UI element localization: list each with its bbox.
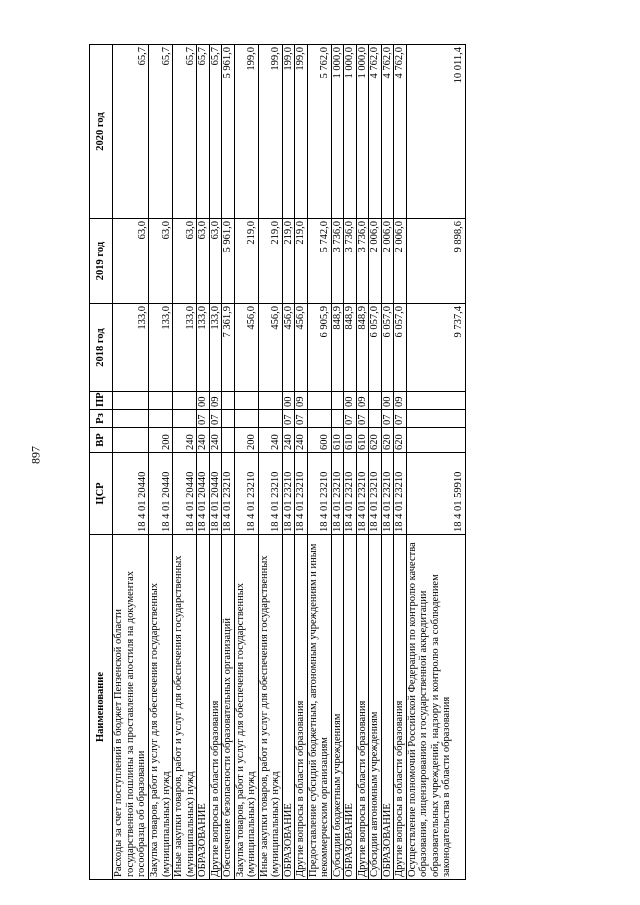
row-2018: 6 057,0 <box>369 304 382 392</box>
row-rz <box>258 410 282 428</box>
row-2018: 6 057,0 <box>394 304 407 392</box>
row-rz <box>406 410 465 428</box>
row-2018: 133,0 <box>197 304 210 392</box>
row-pr <box>406 392 465 410</box>
header-pr: ПР <box>90 392 113 410</box>
table-row <box>331 45 344 880</box>
row-2020: 10 011,4 <box>406 45 465 219</box>
row-pr <box>331 392 344 410</box>
row-vr: 620 <box>394 428 407 453</box>
row-vr: 200 <box>234 428 258 453</box>
row-2018: 848,9 <box>331 304 344 392</box>
row-2020: 1 000,0 <box>331 45 344 219</box>
row-pr: 09 <box>295 392 308 410</box>
table-row <box>406 45 465 880</box>
row-csr: 18 4 01 20440 <box>173 453 197 535</box>
row-pr <box>307 392 331 410</box>
row-rz <box>234 410 258 428</box>
header-rz: Рз <box>90 410 113 428</box>
row-2019: 9 898,6 <box>406 219 465 304</box>
row-csr: 18 4 01 20440 <box>149 453 173 535</box>
table-row <box>381 45 394 880</box>
row-2019: 219,0 <box>234 219 258 304</box>
row-2020: 65,7 <box>149 45 173 219</box>
row-2019: 63,0 <box>149 219 173 304</box>
row-vr: 610 <box>344 428 357 453</box>
table-row <box>356 45 369 880</box>
row-name: Осуществление полномочий Российской Федерации по контролю качества образования, лицензированию и государственной аккредитации образовательных учреждений, надзору и контролю за соблюдением законодательства в области образования <box>406 535 465 880</box>
row-name: Обеспечение безопасности образовательных организаций <box>222 535 235 880</box>
row-pr <box>113 392 149 410</box>
table-row <box>282 45 295 880</box>
row-2019: 3 736,0 <box>331 219 344 304</box>
row-vr: 240 <box>173 428 197 453</box>
row-2018: 456,0 <box>282 304 295 392</box>
row-csr: 18 4 01 23210 <box>258 453 282 535</box>
row-vr: 610 <box>331 428 344 453</box>
row-name: Расходы за счет поступлений в бюджет Пензенской области государственной пошлины за проставление апостиля на документах госообразца об образовании <box>113 535 149 880</box>
row-csr: 18 4 01 23210 <box>222 453 235 535</box>
row-rz <box>222 410 235 428</box>
row-csr: 18 4 01 20440 <box>113 453 149 535</box>
row-pr: 00 <box>197 392 210 410</box>
row-vr: 240 <box>258 428 282 453</box>
row-2018: 848,9 <box>344 304 357 392</box>
row-name: Другие вопросы в области образования <box>295 535 308 880</box>
table-row <box>258 45 282 880</box>
row-pr <box>234 392 258 410</box>
row-vr <box>406 428 465 453</box>
row-vr: 200 <box>149 428 173 453</box>
row-2019: 5 961,0 <box>222 219 235 304</box>
row-2019: 219,0 <box>258 219 282 304</box>
row-2020: 4 762,0 <box>369 45 382 219</box>
row-rz: 07 <box>197 410 210 428</box>
row-csr: 18 4 01 23210 <box>369 453 382 535</box>
row-vr: 240 <box>197 428 210 453</box>
row-2020: 5 961,0 <box>222 45 235 219</box>
row-2019: 219,0 <box>282 219 295 304</box>
row-2020: 65,7 <box>113 45 149 219</box>
row-rz <box>331 410 344 428</box>
row-pr: 09 <box>209 392 222 410</box>
row-name: Другие вопросы в области образования <box>356 535 369 880</box>
row-name: Субсидии автономным учреждениям <box>369 535 382 880</box>
table-row <box>369 45 382 880</box>
row-2020: 199,0 <box>258 45 282 219</box>
row-csr: 18 4 01 23210 <box>356 453 369 535</box>
row-vr: 610 <box>356 428 369 453</box>
row-pr: 00 <box>344 392 357 410</box>
table-row <box>222 45 235 880</box>
row-csr: 18 4 01 20440 <box>209 453 222 535</box>
row-2018: 133,0 <box>149 304 173 392</box>
row-vr: 600 <box>307 428 331 453</box>
row-2019: 63,0 <box>197 219 210 304</box>
row-2018: 133,0 <box>113 304 149 392</box>
row-2018: 133,0 <box>209 304 222 392</box>
row-2018: 456,0 <box>295 304 308 392</box>
row-name: Предоставление субсидий бюджетным, автономным учреждениям и иным некоммерческим организациям <box>307 535 331 880</box>
row-rz: 07 <box>394 410 407 428</box>
row-csr: 18 4 01 23210 <box>234 453 258 535</box>
row-rz <box>173 410 197 428</box>
row-pr: 09 <box>394 392 407 410</box>
row-2019: 219,0 <box>295 219 308 304</box>
row-2019: 3 736,0 <box>356 219 369 304</box>
row-csr: 18 4 01 23210 <box>307 453 331 535</box>
row-vr <box>222 428 235 453</box>
row-2019: 5 742,0 <box>307 219 331 304</box>
row-vr: 240 <box>209 428 222 453</box>
row-name: ОБРАЗОВАНИЕ <box>344 535 357 880</box>
row-name: ОБРАЗОВАНИЕ <box>197 535 210 880</box>
row-2018: 456,0 <box>234 304 258 392</box>
row-2020: 65,7 <box>209 45 222 219</box>
budget-table <box>89 44 466 880</box>
row-rz <box>369 410 382 428</box>
row-name: ОБРАЗОВАНИЕ <box>381 535 394 880</box>
row-name: Закупка товаров, работ и услуг для обеспечения государственных (муниципальных) нужд <box>149 535 173 880</box>
row-name: Иные закупки товаров, работ и услуг для обеспечения государственных (муниципальных) нужд <box>173 535 197 880</box>
row-csr: 18 4 01 23210 <box>331 453 344 535</box>
table-row <box>113 45 149 880</box>
row-2018: 7 361,9 <box>222 304 235 392</box>
row-2018: 133,0 <box>173 304 197 392</box>
table-row <box>295 45 308 880</box>
row-csr: 18 4 01 23210 <box>381 453 394 535</box>
page-number: 897 <box>28 446 43 464</box>
table-row <box>173 45 197 880</box>
row-pr <box>369 392 382 410</box>
header-2020: 2020 год <box>90 45 113 219</box>
row-2019: 63,0 <box>173 219 197 304</box>
row-2018: 6 057,0 <box>381 304 394 392</box>
row-vr: 240 <box>282 428 295 453</box>
table-row <box>344 45 357 880</box>
row-2018: 848,9 <box>356 304 369 392</box>
row-pr <box>173 392 197 410</box>
row-2020: 1 000,0 <box>344 45 357 219</box>
row-name: Закупка товаров, работ и услуг для обеспечения государственных (муниципальных) нужд <box>234 535 258 880</box>
header-name: Наименование <box>90 535 113 880</box>
row-name: ОБРАЗОВАНИЕ <box>282 535 295 880</box>
row-csr: 18 4 01 59910 <box>406 453 465 535</box>
row-2020: 65,7 <box>173 45 197 219</box>
row-pr: 09 <box>356 392 369 410</box>
header-vr: ВР <box>90 428 113 453</box>
row-rz: 07 <box>209 410 222 428</box>
row-2020: 4 762,0 <box>394 45 407 219</box>
row-2018: 9 737,4 <box>406 304 465 392</box>
row-rz: 07 <box>344 410 357 428</box>
row-vr: 620 <box>381 428 394 453</box>
table-row <box>307 45 331 880</box>
row-2019: 2 006,0 <box>394 219 407 304</box>
row-rz <box>149 410 173 428</box>
row-name: Иные закупки товаров, работ и услуг для обеспечения государственных (муниципальных) нужд <box>258 535 282 880</box>
row-2018: 6 905,9 <box>307 304 331 392</box>
row-csr: 18 4 01 23210 <box>344 453 357 535</box>
row-name: Субсидии бюджетным учреждениям <box>331 535 344 880</box>
row-pr <box>258 392 282 410</box>
row-vr <box>113 428 149 453</box>
row-rz: 07 <box>282 410 295 428</box>
row-2019: 63,0 <box>209 219 222 304</box>
table-row <box>234 45 258 880</box>
header-2018: 2018 год <box>90 304 113 392</box>
header-2019: 2019 год <box>90 219 113 304</box>
row-csr: 18 4 01 23210 <box>295 453 308 535</box>
table-header-row <box>90 45 113 880</box>
header-csr: ЦСР <box>90 453 113 535</box>
row-csr: 18 4 01 23210 <box>394 453 407 535</box>
row-2019: 3 736,0 <box>344 219 357 304</box>
row-rz <box>307 410 331 428</box>
row-csr: 18 4 01 20440 <box>197 453 210 535</box>
rotated-page <box>89 45 535 880</box>
row-2020: 4 762,0 <box>381 45 394 219</box>
row-pr: 00 <box>381 392 394 410</box>
row-vr: 620 <box>369 428 382 453</box>
row-rz <box>113 410 149 428</box>
row-csr: 18 4 01 23210 <box>282 453 295 535</box>
row-rz: 07 <box>356 410 369 428</box>
row-rz: 07 <box>381 410 394 428</box>
row-name: Другие вопросы в области образования <box>209 535 222 880</box>
row-2020: 1 000,0 <box>356 45 369 219</box>
row-pr <box>222 392 235 410</box>
table-row <box>209 45 222 880</box>
table-row <box>394 45 407 880</box>
row-2020: 199,0 <box>295 45 308 219</box>
row-name: Другие вопросы в области образования <box>394 535 407 880</box>
row-2020: 199,0 <box>282 45 295 219</box>
row-2019: 2 006,0 <box>381 219 394 304</box>
row-2020: 65,7 <box>197 45 210 219</box>
row-rz: 07 <box>295 410 308 428</box>
row-pr: 00 <box>282 392 295 410</box>
row-2018: 456,0 <box>258 304 282 392</box>
row-pr <box>149 392 173 410</box>
row-vr: 240 <box>295 428 308 453</box>
row-2020: 5 762,0 <box>307 45 331 219</box>
table-row <box>197 45 210 880</box>
row-2019: 63,0 <box>113 219 149 304</box>
row-2020: 199,0 <box>234 45 258 219</box>
table-row <box>149 45 173 880</box>
row-2019: 2 006,0 <box>369 219 382 304</box>
